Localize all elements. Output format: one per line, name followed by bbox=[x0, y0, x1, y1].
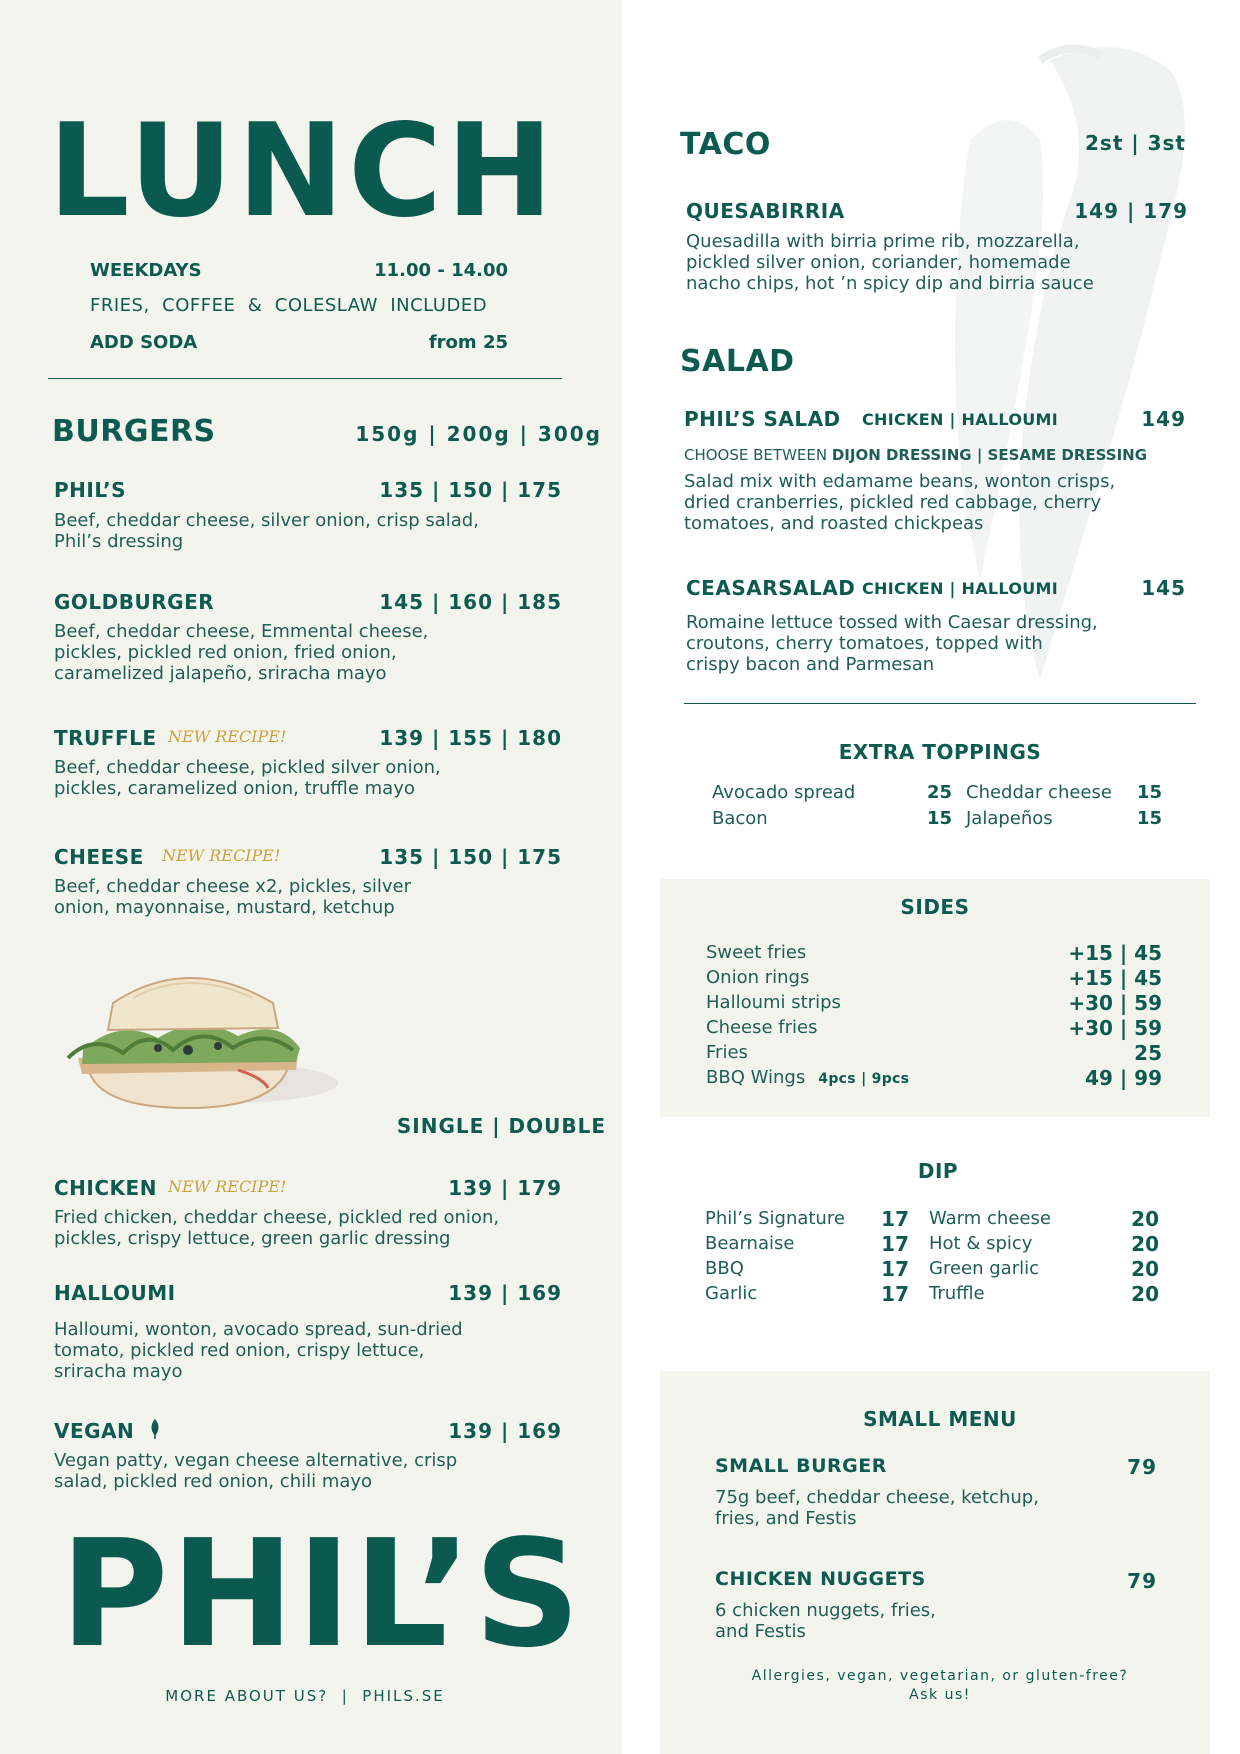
salad-price: 145 bbox=[1141, 576, 1186, 600]
sides-list bbox=[706, 940, 1162, 1090]
dip-price: 20 bbox=[1131, 1256, 1159, 1281]
dip-price: 17 bbox=[881, 1256, 909, 1281]
dip-price: 20 bbox=[1131, 1206, 1159, 1231]
side-name: Fries bbox=[706, 1042, 748, 1063]
side-name: Cheese fries bbox=[706, 1017, 818, 1038]
salad-desc-line: dried cranberries, pickled red cabbage, cherry bbox=[684, 492, 1102, 513]
dip-name: Hot & spicy bbox=[929, 1233, 1033, 1254]
dip-price: 20 bbox=[1131, 1281, 1159, 1306]
more-link[interactable]: MORE ABOUT US? | PHILS.SE bbox=[165, 1687, 445, 1705]
salad-name: PHIL’S SALAD bbox=[684, 407, 841, 431]
dip-price: 17 bbox=[881, 1231, 909, 1256]
dip-row bbox=[705, 1231, 909, 1256]
allergy-line: Ask us! bbox=[909, 1687, 971, 1703]
burger-desc-line: Beef, cheddar cheese, pickled silver onion, bbox=[54, 757, 441, 778]
small-menu-desc-line: 6 chicken nuggets, fries, bbox=[715, 1600, 936, 1621]
burger-price: 135 | 150 | 175 bbox=[379, 845, 562, 869]
burger-name: PHIL’S bbox=[54, 478, 126, 502]
side-name: Halloumi strips bbox=[706, 992, 841, 1013]
burger-desc-line: pickles, pickled red onion, fried onion, bbox=[54, 642, 397, 663]
salad-price: 149 bbox=[1141, 407, 1186, 431]
topping-price: 15 bbox=[1136, 808, 1162, 829]
side-row bbox=[706, 940, 1162, 965]
burger-desc-line: caramelized jalapeño, sriracha mayo bbox=[54, 663, 387, 684]
taco-desc-line: Quesadilla with birria prime rib, mozzarella, bbox=[686, 231, 1080, 252]
burger-price: 145 | 160 | 185 bbox=[379, 590, 562, 614]
chicken-sizes: SINGLE | DOUBLE bbox=[396, 1114, 606, 1138]
salad-option: CHICKEN | HALLOUMI bbox=[862, 579, 1058, 598]
side-row bbox=[706, 1015, 1162, 1040]
burger-desc-line: onion, mayonnaise, mustard, ketchup bbox=[54, 897, 395, 918]
burger-desc-line: Halloumi, wonton, avocado spread, sun-dried bbox=[54, 1319, 463, 1340]
salad-option: CHICKEN | HALLOUMI bbox=[862, 410, 1058, 429]
small-menu-item-desc bbox=[715, 1600, 1135, 1642]
burgers-sizes: 150g | 200g | 300g bbox=[355, 422, 602, 446]
small-menu-heading: SMALL MENU bbox=[863, 1407, 1017, 1431]
dip-price: 17 bbox=[881, 1206, 909, 1231]
salad-divider bbox=[684, 703, 1196, 704]
burgers-heading: BURGERS bbox=[52, 414, 216, 449]
side-price: +15 | 45 bbox=[1068, 965, 1162, 990]
burger-desc bbox=[54, 621, 534, 684]
taco-desc-line: nacho chips, hot ’n spicy dip and birria sauce bbox=[686, 273, 1094, 294]
dip-name: BBQ bbox=[705, 1258, 744, 1279]
burger-desc-line: Beef, cheddar cheese x2, pickles, silver bbox=[54, 876, 411, 897]
small-menu-item-name: CHICKEN NUGGETS bbox=[715, 1568, 926, 1590]
burger-name: TRUFFLE bbox=[54, 726, 157, 750]
side-price: 49 | 99 bbox=[1085, 1065, 1162, 1090]
side-row bbox=[706, 965, 1162, 990]
salad-heading: SALAD bbox=[680, 344, 795, 379]
small-menu-desc-line: fries, and Festis bbox=[715, 1508, 857, 1529]
dip-list-right bbox=[929, 1206, 1159, 1306]
salad-desc bbox=[686, 612, 1186, 675]
burger-desc-line: sriracha mayo bbox=[54, 1361, 183, 1382]
taco-item-name: QUESABIRRIA bbox=[686, 199, 845, 223]
burger-price: 135 | 150 | 175 bbox=[379, 478, 562, 502]
dip-name: Green garlic bbox=[929, 1258, 1039, 1279]
topping-price: 15 bbox=[926, 808, 952, 829]
side-name-wrap bbox=[706, 1067, 909, 1088]
dip-row bbox=[929, 1206, 1159, 1231]
side-name: BBQ Wings bbox=[706, 1067, 806, 1088]
allergy-note bbox=[660, 1667, 1220, 1705]
small-menu-item-price: 79 bbox=[1127, 1569, 1157, 1593]
burger-desc bbox=[54, 1450, 554, 1492]
side-row bbox=[706, 1040, 1162, 1065]
dip-row bbox=[705, 1206, 909, 1231]
new-recipe-badge: NEW RECIPE! bbox=[162, 846, 281, 865]
small-menu-item-price: 79 bbox=[1127, 1455, 1157, 1479]
chili-illustration bbox=[920, 20, 1240, 700]
burger-price: 139 | 169 bbox=[448, 1281, 562, 1305]
brand-logo: PHIL’S bbox=[60, 1508, 583, 1680]
side-price: +30 | 59 bbox=[1068, 990, 1162, 1015]
burger-desc-line: Fried chicken, cheddar cheese, pickled red onion, bbox=[54, 1207, 500, 1228]
salad-desc-line: crispy bacon and Parmesan bbox=[686, 654, 935, 675]
side-row bbox=[706, 990, 1162, 1015]
burger-desc-line: Phil’s dressing bbox=[54, 531, 184, 552]
taco-sizes: 2st | 3st bbox=[1085, 131, 1186, 155]
salad-desc-line: Romaine lettuce tossed with Caesar dressing, bbox=[686, 612, 1098, 633]
included-note: FRIES, COFFEE & COLESLAW INCLUDED bbox=[90, 295, 488, 316]
leaf-icon bbox=[148, 1418, 162, 1440]
taco-heading: TACO bbox=[680, 127, 771, 162]
dip-row bbox=[929, 1281, 1159, 1306]
dip-name: Phil’s Signature bbox=[705, 1208, 845, 1229]
burger-illustration bbox=[38, 958, 338, 1118]
topping-name: Cheddar cheese bbox=[966, 782, 1112, 803]
burger-desc bbox=[54, 1207, 554, 1249]
burger-price: 139 | 169 bbox=[448, 1419, 562, 1443]
burger-desc bbox=[54, 510, 534, 552]
sides-heading: SIDES bbox=[900, 895, 970, 919]
dip-list-left bbox=[705, 1206, 909, 1306]
side-price: 25 bbox=[1134, 1040, 1162, 1065]
topping-price: 15 bbox=[1136, 782, 1162, 803]
soda-price: from 25 bbox=[428, 332, 508, 353]
burger-desc-line: pickles, crispy lettuce, green garlic dressing bbox=[54, 1228, 451, 1249]
topping-name: Avocado spread bbox=[712, 782, 856, 803]
small-menu-desc-line: and Festis bbox=[715, 1621, 806, 1642]
burger-desc bbox=[54, 876, 534, 918]
burger-name: CHICKEN bbox=[54, 1176, 157, 1200]
burger-desc-line: salad, pickled red onion, chili mayo bbox=[54, 1471, 373, 1492]
small-menu-desc-line: 75g beef, cheddar cheese, ketchup, bbox=[715, 1487, 1039, 1508]
small-menu-item-name: SMALL BURGER bbox=[715, 1455, 887, 1477]
side-extra: 4pcs | 9pcs bbox=[818, 1071, 910, 1087]
side-row bbox=[706, 1065, 1162, 1090]
dip-price: 20 bbox=[1131, 1231, 1159, 1256]
burger-name: CHEESE bbox=[54, 845, 144, 869]
dip-name: Warm cheese bbox=[929, 1208, 1051, 1229]
dressing-choice bbox=[684, 446, 1147, 464]
burger-desc bbox=[54, 757, 534, 799]
dressing-prefix: CHOOSE BETWEEN bbox=[684, 446, 832, 464]
topping-name: Jalapeños bbox=[966, 808, 1053, 829]
burger-desc-line: Beef, cheddar cheese, Emmental cheese, bbox=[54, 621, 429, 642]
soda-label: ADD SODA bbox=[90, 332, 198, 353]
dressing-options: DIJON DRESSING | SESAME DRESSING bbox=[831, 446, 1148, 464]
new-recipe-badge: NEW RECIPE! bbox=[168, 727, 287, 746]
weekdays-hours: 11.00 - 14.00 bbox=[374, 260, 508, 281]
burger-desc-line: Beef, cheddar cheese, silver onion, crisp salad, bbox=[54, 510, 479, 531]
dip-row bbox=[929, 1256, 1159, 1281]
dip-row bbox=[929, 1231, 1159, 1256]
burger-desc-line: Vegan patty, vegan cheese alternative, crisp bbox=[54, 1450, 458, 1471]
side-price: +30 | 59 bbox=[1068, 1015, 1162, 1040]
dip-name: Garlic bbox=[705, 1283, 758, 1304]
dip-name: Bearnaise bbox=[705, 1233, 795, 1254]
toppings-heading: EXTRA TOPPINGS bbox=[838, 740, 1042, 764]
burger-desc-line: tomato, pickled red onion, crispy lettuce, bbox=[54, 1340, 425, 1361]
topping-name: Bacon bbox=[712, 808, 768, 829]
small-menu-item-desc bbox=[715, 1487, 1135, 1529]
dip-price: 17 bbox=[881, 1281, 909, 1306]
salad-desc-line: croutons, cherry tomatoes, topped with bbox=[686, 633, 1043, 654]
dip-heading: DIP bbox=[917, 1159, 959, 1183]
menu-title: LUNCH bbox=[48, 97, 558, 246]
salad-desc-line: tomatoes, and roasted chickpeas bbox=[684, 513, 984, 534]
burger-price: 139 | 179 bbox=[448, 1176, 562, 1200]
side-name: Sweet fries bbox=[706, 942, 807, 963]
side-price: +15 | 45 bbox=[1068, 940, 1162, 965]
burger-name: HALLOUMI bbox=[54, 1281, 176, 1305]
new-recipe-badge: NEW RECIPE! bbox=[168, 1177, 287, 1196]
salad-desc-line: Salad mix with edamame beans, wonton crisps, bbox=[684, 471, 1116, 492]
topping-price: 25 bbox=[926, 782, 952, 803]
allergy-line: Allergies, vegan, vegetarian, or gluten-free? bbox=[751, 1668, 1129, 1684]
dip-row bbox=[705, 1256, 909, 1281]
burger-desc-line: pickles, caramelized onion, truffle mayo bbox=[54, 778, 415, 799]
side-name: Onion rings bbox=[706, 967, 810, 988]
header-divider bbox=[48, 378, 562, 379]
weekdays-label: WEEKDAYS bbox=[90, 260, 202, 281]
taco-desc-line: pickled silver onion, coriander, homemade bbox=[686, 252, 1071, 273]
salad-desc bbox=[684, 471, 1184, 534]
burger-name: VEGAN bbox=[54, 1419, 135, 1443]
burger-price: 139 | 155 | 180 bbox=[379, 726, 562, 750]
taco-item-price: 149 | 179 bbox=[1074, 199, 1188, 223]
taco-item-desc bbox=[686, 231, 1166, 294]
burger-desc bbox=[54, 1319, 554, 1382]
dip-row bbox=[705, 1281, 909, 1306]
salad-name: CEASARSALAD bbox=[686, 576, 856, 600]
dip-name: Truffle bbox=[929, 1283, 985, 1304]
burger-name: GOLDBURGER bbox=[54, 590, 215, 614]
